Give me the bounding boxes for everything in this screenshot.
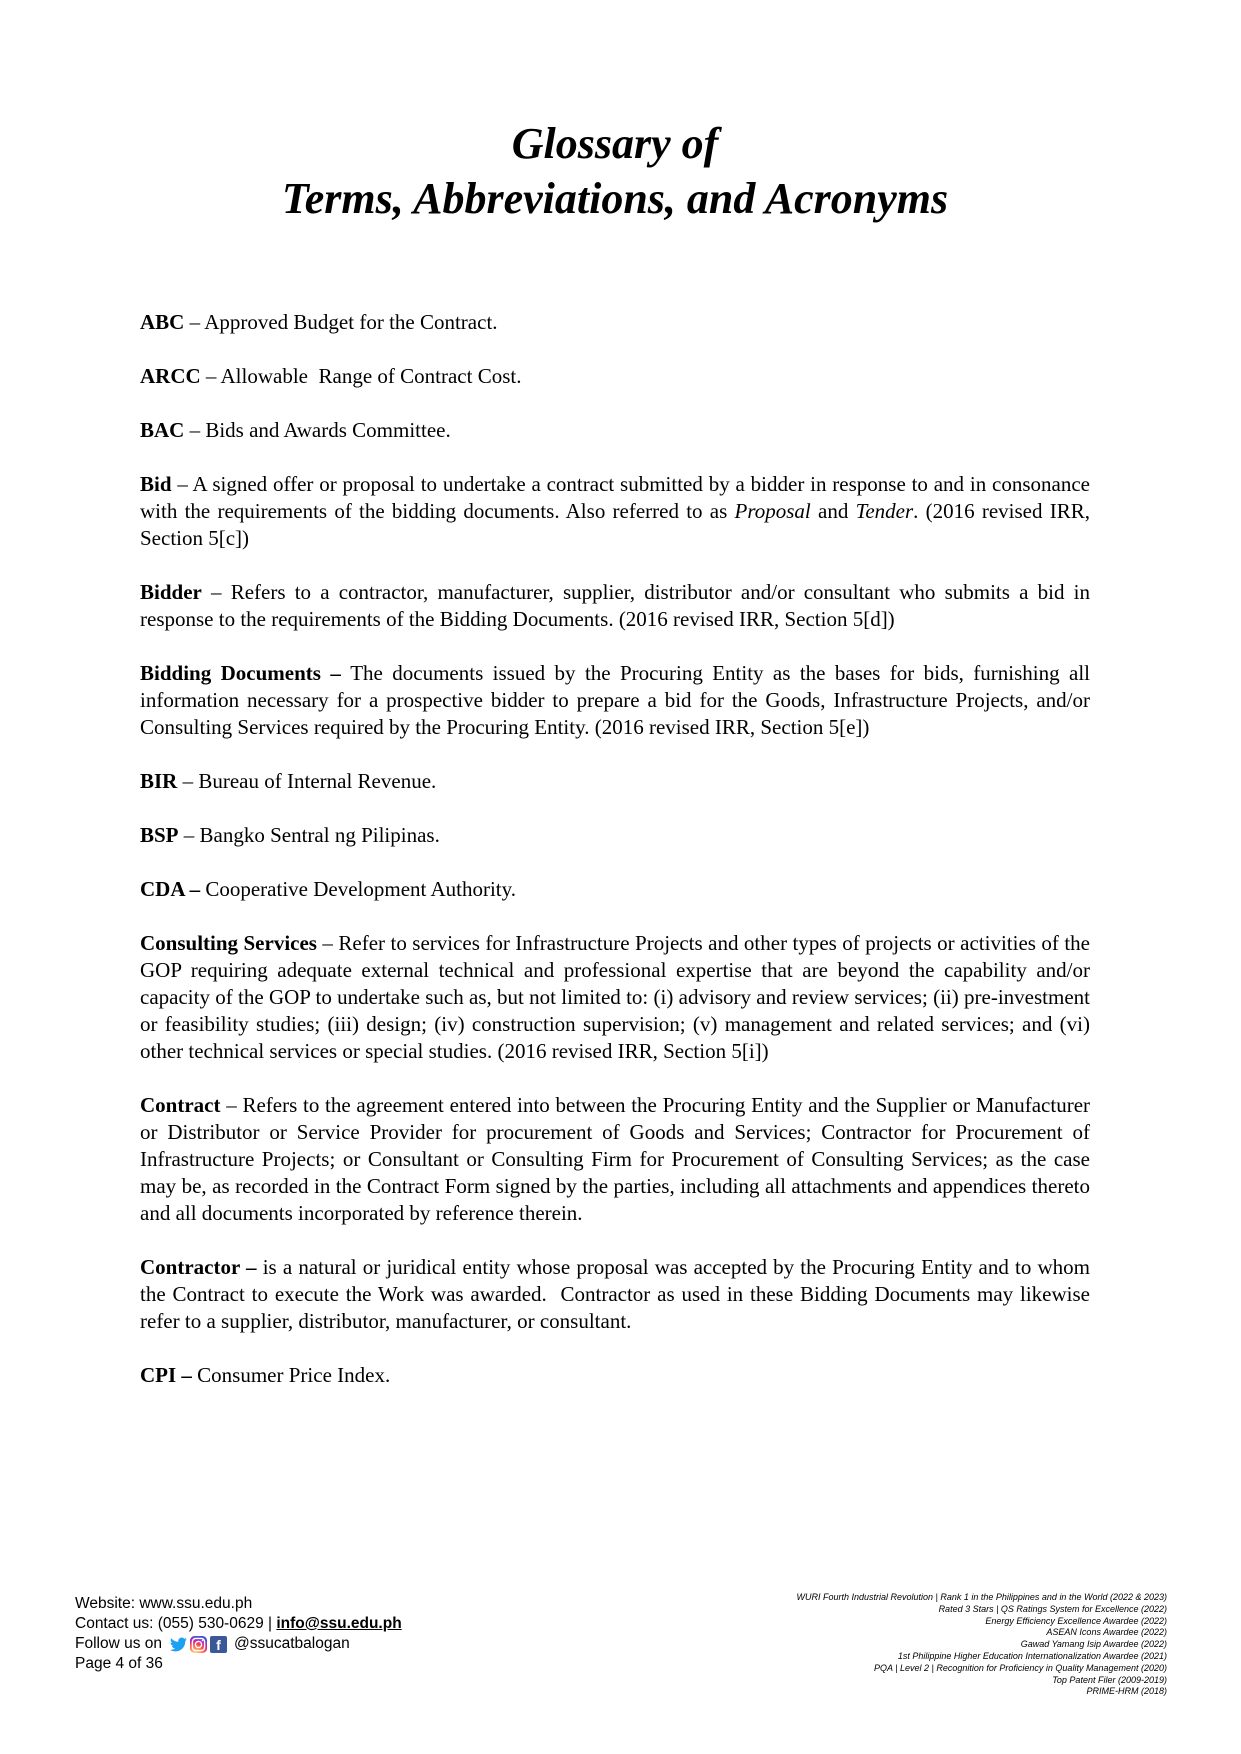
glossary-definition: Consumer Price Index. [197,1363,391,1387]
glossary-term: Bidding Documents – [140,661,351,685]
glossary-entry: Contract – Refers to the agreement entered into between the Procuring Entity and the Supplier or Manufacturer or Distributor or Service Provider for procurement of Goods and Services; Contractor for Procurement of Infrastructure Projects; or Consultant or Consulting Firm for Procurement of Consulting Services; as the case may be, as recorded in the Contract Form signed by the parties, including all attachments and appendices thereto and all documents incorporated by reference therein. [140,1093,1091,1225]
glossary-definition: Refers to a contractor, manufacturer, supplier, distributor and/or consultant who submits a bid in response to the requirements of the Bidding Documents. (2016 revised IRR, Section 5[d]) [140,580,1090,631]
award-line: Energy Efficiency Excellence Awardee (2022) [985,1615,1167,1626]
glossary-entry: BIR – Bureau of Internal Revenue. [140,769,437,793]
award-line: PRIME-HRM (2018) [1086,1686,1167,1697]
glossary-term: ABC [140,310,185,334]
glossary-definition: is a natural or juridical entity whose proposal was accepted by the Procuring Entity and to whom the Contract to execute the Work was awarded. Contractor as used in these Bidding Documents may likewise refer to a supplier, distributor, manufacturer, or consultant. [140,1255,1090,1333]
award-line: ASEAN Icons Awardee (2022) [1046,1627,1167,1638]
glossary-term: BAC [140,418,185,442]
page-title [140,116,1090,226]
glossary-term: Bid [140,472,172,496]
footer-awards [796,1592,1167,1698]
footer-website: Website: www.ssu.edu.ph [75,1595,253,1612]
glossary-definition: Bangko Sentral ng Pilipinas. [199,823,440,847]
glossary-definition: Bureau of Internal Revenue. [198,769,437,793]
glossary-term: CPI – [140,1363,198,1387]
footer-contact [75,1614,402,1634]
glossary-entry [140,660,1090,741]
glossary-definition: Allowable Range of Contract Cost. [220,364,522,388]
award-line: Rated 3 Stars | QS Ratings System for Excellence (2022) [938,1603,1167,1614]
footer-email-link[interactable]: info@ssu.edu.ph [276,1615,402,1632]
glossary-list [140,309,1090,1416]
glossary-definition: Refers to the agreement entered into between the Procuring Entity and the Supplier or Manufacturer or Distributor or Service Provider for procurement of Goods and Services; Contractor for Procurement of Infrastructure Projects; or Consultant or Consulting Firm for Procurement of Consulting Services; as the case may be, as recorded in the Contract Form signed by the parties, including all attachments and appendices thereto and all documents incorporated by reference therein. [140,1093,1091,1225]
glossary-definition: The documents issued by the Procuring Entity as the bases for bids, furnishing all information necessary for a prospective bidder to prepare a bid for the Goods, Infrastructure Projects, and/or Consulting Services required by the Procuring Entity. (2016 revised IRR, Section 5[e]) [140,661,1090,739]
glossary-entry: BAC – Bids and Awards Committee. [140,418,451,442]
footer-left [75,1594,402,1674]
award-line: 1st Philippine Higher Education Internationalization Awardee (2021) [897,1650,1167,1661]
glossary-entry: Bidder – Refers to a contractor, manufacturer, supplier, distributor and/or consultant who submits a bid in response to the requirements of the Bidding Documents. (2016 revised IRR, Section 5[d]) [140,580,1090,631]
glossary-definition: Cooperative Development Authority. [205,877,516,901]
glossary-term: Contract [140,1093,221,1117]
glossary-term: BIR [140,769,178,793]
glossary-term: BSP [140,823,179,847]
glossary-term: Bidder [140,580,202,604]
footer-social-row [75,1634,402,1654]
glossary-term: ARCC [140,364,201,388]
glossary-entry: ABC – Approved Budget for the Contract. [140,310,498,334]
glossary-term: Consulting Services [140,931,317,955]
glossary-entry: Bid – A signed offer or proposal to undertake a contract submitted by a bidder in response to and in consonance with the requirements of the bidding documents. Also referred to as Proposal and Tender. (2016 revised IRR, Section 5[c]) [140,472,1090,550]
glossary-entry [140,876,1090,903]
glossary-term: CDA – [140,877,206,901]
page-title-line1: Glossary of [511,119,719,168]
instagram-icon[interactable] [190,1636,207,1653]
glossary-definition: A signed offer or proposal to undertake a contract submitted by a bidder in response to and in consonance with the requirements of the bidding documents. Also referred to as Proposal and Tender. (2016 revised IRR, Section 5[c]) [140,472,1090,550]
page-title-line2: Terms, Abbreviations, and Acronyms [281,174,949,223]
glossary-entry [140,1362,1090,1389]
award-line: Top Patent Filer (2009-2019) [1052,1674,1167,1685]
footer-social-handle: @ssucatbalogan [234,1635,350,1652]
award-line: WURI Fourth Industrial Revolution | Rank 1 in the Philippines and in the World (2022 & 2023) [796,1592,1167,1602]
glossary-entry: BSP – Bangko Sentral ng Pilipinas. [140,823,440,847]
glossary-definition: Refer to services for Infrastructure Projects and other types of projects or activities of the GOP requiring adequate external technical and professional expertise that are beyond the capability and/or capacity of the GOP to undertake such as, but not limited to: (i) advisory and review services; (ii) pre-investment or feasibility studies; (iii) design; (iv) construction supervision; (v) management and related services; and (vi) other technical services or special studies. (2016 revised IRR, Section 5[i]) [140,931,1091,1063]
glossary-entry [140,1254,1090,1335]
glossary-definition: Approved Budget for the Contract. [204,310,498,334]
award-line: Gawad Yamang Isip Awardee (2022) [1020,1639,1167,1650]
twitter-icon[interactable] [170,1636,187,1653]
glossary-entry: ARCC – Allowable Range of Contract Cost. [140,364,522,388]
footer-contact-text: Contact us: (055) 530-0629 | [75,1615,277,1632]
footer-page-number: Page 4 of 36 [75,1655,163,1672]
glossary-entry: Consulting Services – Refer to services for Infrastructure Projects and other types of projects or activities of the GOP requiring adequate external technical and professional expertise that are beyond the capability and/or capacity of the GOP to undertake such as, but not limited to: (i) advisory and review services; (ii) pre-investment or feasibility studies; (iii) design; (iv) construction supervision; (v) management and related services; and (vi) other technical services or special studies. (2016 revised IRR, Section 5[i]) [140,931,1091,1063]
award-line: PQA | Level 2 | Recognition for Proficiency in Quality Management (2020) [874,1662,1167,1673]
glossary-definition: Bids and Awards Committee. [205,418,451,442]
glossary-term: Contractor – [140,1255,263,1279]
footer-follow-text: Follow us on [75,1635,163,1652]
facebook-icon[interactable]: f [210,1636,227,1653]
